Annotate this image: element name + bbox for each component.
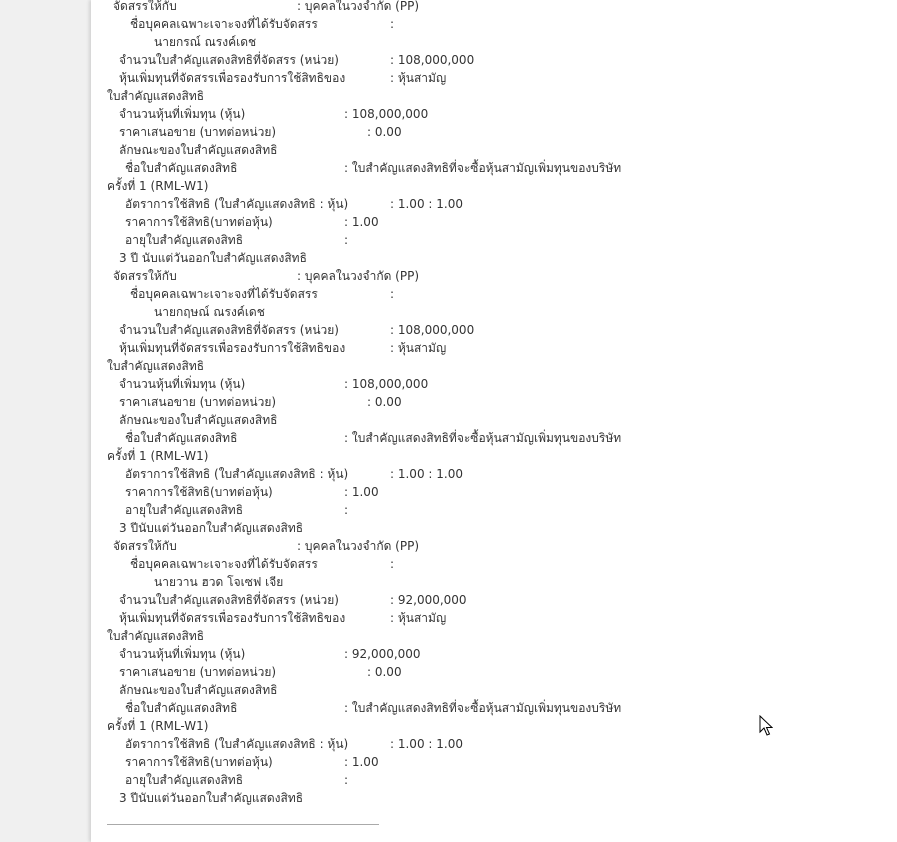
person-colon: : (390, 287, 395, 301)
recipient-label: จัดสรรให้กับ (113, 539, 177, 553)
reserve-shares-label: หุ้นเพิ่มทุนที่จัดสรรเพื่อรองรับการใช้สิทธิของ (119, 341, 346, 355)
reserve-shares-value: : หุ้นสามัญ (390, 611, 447, 625)
new-shares-value: : 108,000,000 (344, 107, 429, 121)
recipient-value: : บุคคลในวงจำกัด (PP) (297, 0, 420, 13)
exercise-price-value: : 1.00 (344, 485, 379, 499)
reserve-shares-value: : หุ้นสามัญ (390, 71, 447, 85)
exercise-ratio-label: อัตราการใช้สิทธิ (ใบสำคัญแสดงสิทธิ : หุ้น) (125, 737, 349, 751)
warrant-units-value: : 108,000,000 (390, 323, 475, 337)
offer-price-value: : 0.00 (367, 125, 402, 139)
person-label: ชื่อบุคคลเฉพาะเจาะจงที่ได้รับจัดสรร (130, 287, 318, 301)
reserve-shares-continuation: ใบสำคัญแสดงสิทธิ (107, 89, 205, 103)
new-shares-value: : 108,000,000 (344, 377, 429, 391)
new-shares-label: จำนวนหุ้นที่เพิ่มทุน (หุ้น) (119, 377, 246, 391)
person-colon: : (390, 17, 395, 31)
exercise-ratio-label: อัตราการใช้สิทธิ (ใบสำคัญแสดงสิทธิ : หุ้น) (125, 197, 349, 211)
reserve-shares-continuation: ใบสำคัญแสดงสิทธิ (107, 629, 205, 643)
warrant-name-value: : ใบสำคัญแสดงสิทธิที่จะซื้อหุ้นสามัญเพิ่มทุนของบริษัท (344, 431, 622, 445)
exercise-ratio-value: : 1.00 : 1.00 (390, 737, 463, 751)
warrant-term-value: 3 ปีนับแต่วันออกใบสำคัญแสดงสิทธิ (119, 791, 304, 805)
exercise-price-label: ราคาการใช้สิทธิ(บาทต่อหุ้น) (125, 215, 273, 229)
warrant-term-value: 3 ปี นับแต่วันออกใบสำคัญแสดงสิทธิ (119, 251, 307, 265)
exercise-ratio-label: อัตราการใช้สิทธิ (ใบสำคัญแสดงสิทธิ : หุ้น) (125, 467, 349, 481)
offer-price-label: ราคาเสนอขาย (บาทต่อหน่วย) (119, 665, 277, 679)
person-label: ชื่อบุคคลเฉพาะเจาะจงที่ได้รับจัดสรร (130, 557, 318, 571)
warrant-features-heading: ลักษณะของใบสำคัญแสดงสิทธิ (119, 413, 278, 427)
reserve-shares-continuation: ใบสำคัญแสดงสิทธิ (107, 359, 205, 373)
new-shares-label: จำนวนหุ้นที่เพิ่มทุน (หุ้น) (119, 107, 246, 121)
warrant-term-colon: : (344, 233, 349, 247)
exercise-price-label: ราคาการใช้สิทธิ(บาทต่อหุ้น) (125, 485, 273, 499)
new-shares-value: : 92,000,000 (344, 647, 421, 661)
person-label: ชื่อบุคคลเฉพาะเจาะจงที่ได้รับจัดสรร (130, 17, 318, 31)
offer-price-label: ราคาเสนอขาย (บาทต่อหน่วย) (119, 125, 277, 139)
exercise-ratio-value: : 1.00 : 1.00 (390, 467, 463, 481)
warrant-name-label: ชื่อใบสำคัญแสดงสิทธิ (125, 161, 238, 175)
person-name: นายกรณ์ ณรงค์เดช (154, 35, 257, 49)
recipient-value: : บุคคลในวงจำกัด (PP) (297, 269, 420, 283)
new-shares-label: จำนวนหุ้นที่เพิ่มทุน (หุ้น) (119, 647, 246, 661)
reserve-shares-label: หุ้นเพิ่มทุนที่จัดสรรเพื่อรองรับการใช้สิทธิของ (119, 71, 346, 85)
warrant-term-colon: : (344, 773, 349, 787)
warrant-features-heading: ลักษณะของใบสำคัญแสดงสิทธิ (119, 143, 278, 157)
warrant-name-value: : ใบสำคัญแสดงสิทธิที่จะซื้อหุ้นสามัญเพิ่มทุนของบริษัท (344, 161, 622, 175)
warrant-units-value: : 92,000,000 (390, 593, 467, 607)
exercise-price-label: ราคาการใช้สิทธิ(บาทต่อหุ้น) (125, 755, 273, 769)
warrant-term-label: อายุใบสำคัญแสดงสิทธิ (125, 233, 244, 247)
warrant-units-value: : 108,000,000 (390, 53, 475, 67)
warrant-term-colon: : (344, 503, 349, 517)
person-name: นายกฤษณ์ ณรงค์เดช (154, 305, 265, 319)
warrant-name-continuation: ครั้งที่ 1 (RML-W1) (107, 449, 209, 463)
footnote-separator (107, 824, 379, 825)
warrant-name-continuation: ครั้งที่ 1 (RML-W1) (107, 719, 209, 733)
warrant-features-heading: ลักษณะของใบสำคัญแสดงสิทธิ (119, 683, 278, 697)
offer-price-label: ราคาเสนอขาย (บาทต่อหน่วย) (119, 395, 277, 409)
person-colon: : (390, 557, 395, 571)
warrant-name-value: : ใบสำคัญแสดงสิทธิที่จะซื้อหุ้นสามัญเพิ่มทุนของบริษัท (344, 701, 622, 715)
warrant-term-label: อายุใบสำคัญแสดงสิทธิ (125, 773, 244, 787)
warrant-name-label: ชื่อใบสำคัญแสดงสิทธิ (125, 431, 238, 445)
warrant-units-label: จำนวนใบสำคัญแสดงสิทธิที่จัดสรร (หน่วย) (119, 323, 339, 337)
person-name: นายวาน ฮวด โจเซฟ เจีย (154, 575, 284, 589)
warrant-term-value: 3 ปีนับแต่วันออกใบสำคัญแสดงสิทธิ (119, 521, 304, 535)
exercise-price-value: : 1.00 (344, 215, 379, 229)
exercise-price-value: : 1.00 (344, 755, 379, 769)
recipient-value: : บุคคลในวงจำกัด (PP) (297, 539, 420, 553)
reserve-shares-value: : หุ้นสามัญ (390, 341, 447, 355)
recipient-label: จัดสรรให้กับ (113, 269, 177, 283)
reserve-shares-label: หุ้นเพิ่มทุนที่จัดสรรเพื่อรองรับการใช้สิทธิของ (119, 611, 346, 625)
warrant-name-continuation: ครั้งที่ 1 (RML-W1) (107, 179, 209, 193)
warrant-term-label: อายุใบสำคัญแสดงสิทธิ (125, 503, 244, 517)
warrant-name-label: ชื่อใบสำคัญแสดงสิทธิ (125, 701, 238, 715)
mouse-cursor-icon (759, 715, 773, 737)
offer-price-value: : 0.00 (367, 395, 402, 409)
offer-price-value: : 0.00 (367, 665, 402, 679)
exercise-ratio-value: : 1.00 : 1.00 (390, 197, 463, 211)
warrant-units-label: จำนวนใบสำคัญแสดงสิทธิที่จัดสรร (หน่วย) (119, 593, 339, 607)
warrant-units-label: จำนวนใบสำคัญแสดงสิทธิที่จัดสรร (หน่วย) (119, 53, 339, 67)
recipient-label: จัดสรรให้กับ (113, 0, 177, 13)
